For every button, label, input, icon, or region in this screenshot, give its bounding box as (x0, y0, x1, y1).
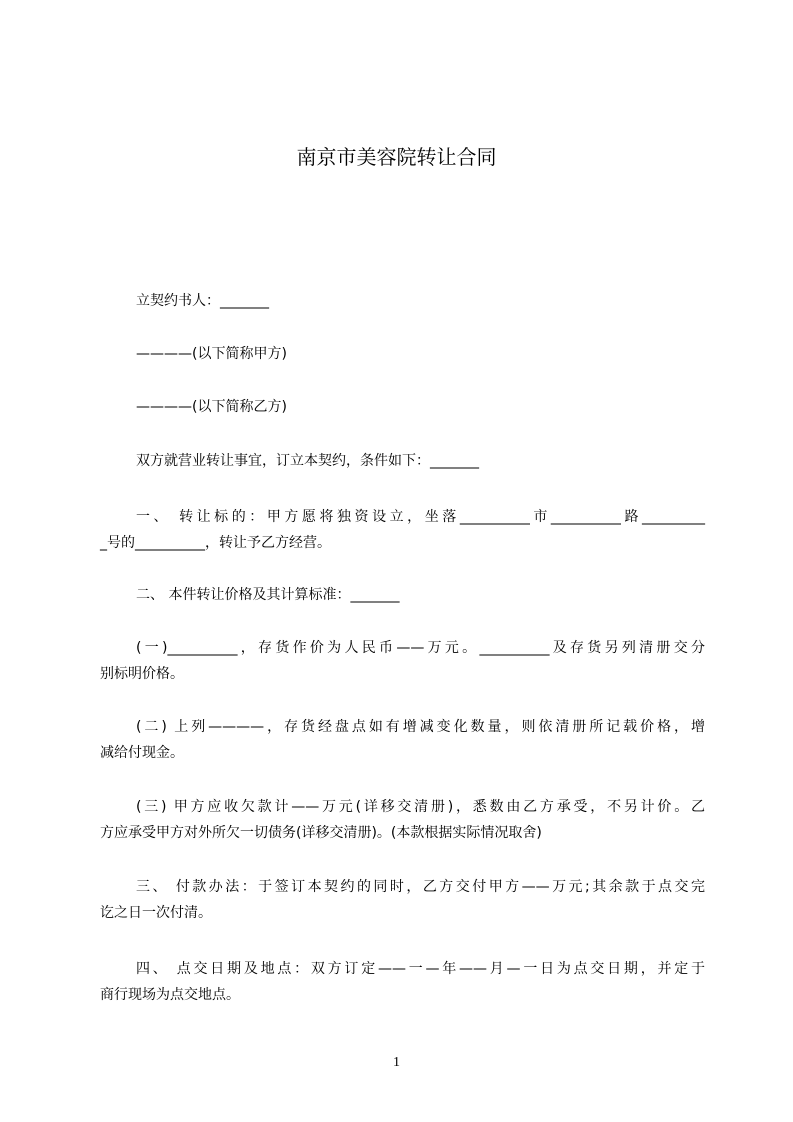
text-line: _号的__________，转让予乙方经营。 (100, 535, 331, 551)
text-line: ————(以下简称乙方) (136, 399, 287, 415)
text-line: (三) 甲方应收欠款计——万元(详移交清册)，悉数由乙方承受，不另计价。乙 (136, 799, 705, 815)
clause-2-transfer-price (100, 582, 705, 608)
text-line: 减给付现金。 (100, 745, 184, 761)
text-line: 一、 转让标的：甲方愿将独资设立，坐落__________市__________路_________ (136, 509, 705, 525)
text-line: 四、 点交日期及地点：双方订定——一—年——月—一日为点交日期，并定于 (136, 961, 705, 977)
paragraph-party-b (100, 394, 705, 420)
clause-2-item-2 (100, 714, 705, 766)
clause-1-transfer-subject (100, 504, 705, 556)
text-line: 二、 本件转让价格及其计算标准：_______ (136, 587, 400, 603)
text-line: 别标明价格。 (100, 666, 184, 682)
document-title: 南京市美容院转让合同 (296, 145, 497, 169)
text-line: 立契约书人：_______ (136, 293, 269, 309)
text-line: (一)__________，存货作价为人民币——万元。__________及存货另列清册交分 (136, 640, 705, 656)
text-line: 方应承受甲方对外所欠一切债务(详移交清册)。(本款根据实际情况取舍) (100, 825, 542, 841)
text-line: (二) 上列————，存货经盘点如有增减变化数量，则依清册所记载价格，增 (136, 719, 705, 735)
text-line: ————(以下简称甲方) (136, 346, 287, 362)
paragraph-party-a (100, 341, 705, 367)
clause-3-payment (100, 874, 705, 926)
text-line: 讫之日一次付清。 (100, 905, 212, 921)
clause-2-item-1 (100, 635, 705, 687)
text-line: 商行现场为点交地点。 (100, 987, 240, 1003)
paragraph-contract-party (100, 288, 705, 314)
page-number: 1 (393, 1055, 400, 1070)
paragraph-agreement-intro (100, 448, 705, 474)
clause-4-handover (100, 956, 705, 1008)
clause-2-item-3 (100, 794, 705, 846)
text-line: 三、 付款办法：于签订本契约的同时，乙方交付甲方——万元;其余款于点交完 (136, 879, 705, 895)
text-line: 双方就营业转让事宜，订立本契约，条件如下：_______ (136, 453, 479, 469)
